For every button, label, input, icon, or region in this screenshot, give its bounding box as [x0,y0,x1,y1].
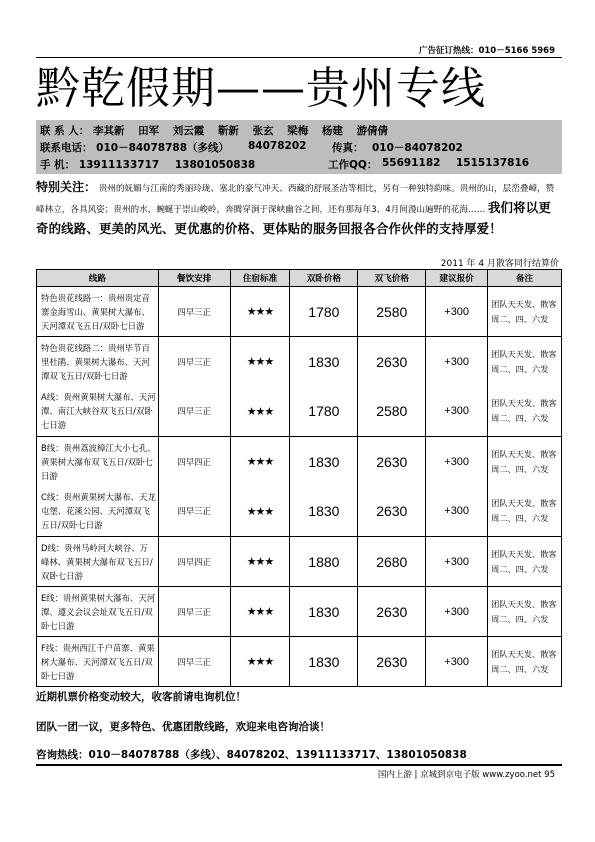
flight-price: 2630 [358,587,426,637]
person-6: 梁梅 [287,125,309,137]
person-4: 靳新 [217,125,239,137]
person-1: 李其新 [92,125,125,137]
suggested-price: +300 [426,587,488,637]
fax-number: 010－84078202 [372,142,463,154]
sleeper-price: 1780 [290,287,358,337]
person-7: 杨建 [321,125,343,137]
contact-box [36,120,562,174]
meals-cell: 四早四正 [158,437,230,487]
col-route: 线路 [37,270,159,287]
top-divider [36,57,562,58]
mobile-2: 13801050838 [174,159,256,171]
hotel-stars: ★★★ [230,337,290,387]
route-cell: E线：贵州黄果树大瀑布、天河潭、遵义会议会址双飞五日/双卧七日游 [37,587,159,637]
price-date-caption: 2011 年 4 月散客同行结算价 [440,259,559,269]
hotel-stars: ★★★ [230,537,290,587]
person-8: 游倩倩 [356,125,389,137]
person-5: 张玄 [252,125,274,137]
sleeper-price: 1830 [290,437,358,487]
footer-note-airfare: 近期机票价格变动较大，收客前请电询机位！ [36,691,246,703]
page-footer: 国内上游 | 京城到京电子版 www.zyoo.net 95 [377,770,555,780]
qq-1: 55691182 [382,157,441,169]
phone-secondary: 84078202 [248,140,307,152]
route-cell: B线：贵州荔波樟江大小七孔、黄果树大瀑布双飞五日/双卧七日游 [37,437,159,487]
table-row [37,337,562,387]
route-cell: C线：贵州黄果树大瀑布、天龙屯堡、花溪公园、天河潭双飞五日/双卧七日游 [37,487,159,537]
notice-tail: 我们将以更奇的线路、更美的风光、更优惠的价格、更体贴的服务回报各合作伙伴的支持厚爱！ [36,200,551,236]
meals-cell: 四早三正 [158,287,230,337]
notice-body: 贵州的妩媚与江南的秀丽玲珑、塞北的豪气冲天、西藏的舒展圣洁等相比，另有一种独特韵味。贵州的山，层峦叠嶂，赞峰林立，各具风姿；贵州的水，蜿蜒于崇山峻岭，奔腾穿涧于深峡幽谷之间，还有那每年3、4月间漫山遍野的花海…… [36,184,555,215]
col-flight-price: 双飞价格 [358,270,426,287]
hotel-stars: ★★★ [230,487,290,537]
qq-label: 工作QQ： [328,159,378,171]
suggested-price: +300 [426,537,488,587]
route-cell: A线：贵州黄果树大瀑布、天河潭、南江大峡谷双飞五日/双卧七日游 [37,387,159,437]
suggested-price: +300 [426,387,488,437]
route-cell: F线：贵州西江千户苗寨、黄果树大瀑布、天河潭双飞五日/双卧七日游 [37,637,159,687]
table-row [37,537,562,587]
route-cell: 特色贵花线路二：贵州毕节百里杜鹃、黄果树大瀑布、天河潭双飞五日/双卧七日游 [37,337,159,387]
col-notes: 备注 [488,270,562,287]
meals-cell: 四早三正 [158,637,230,687]
sleeper-price: 1880 [290,537,358,587]
hotel-stars: ★★★ [230,387,290,437]
meals-cell: 四早三正 [158,387,230,437]
mobile-1: 13911133717 [78,159,160,171]
notes-cell: 团队天天发、散客周二、四、六发 [488,437,562,487]
notes-cell: 团队天天发、散客周二、四、六发 [488,637,562,687]
sleeper-price: 1830 [290,487,358,537]
footer-hotline: 咨询热线：010－84078788（多线）、84078202、13911133717、13801050838 [36,749,467,761]
notes-cell: 团队天天发、散客周二、四、六发 [488,287,562,337]
flight-price: 2580 [358,387,426,437]
notes-cell: 团队天天发、散客周二、四、六发 [488,387,562,437]
col-suggested-price: 建议报价 [426,270,488,287]
notice-section [36,178,562,240]
notes-cell: 团队天天发、散客周二、四、六发 [488,337,562,387]
col-meals: 餐饮安排 [158,270,230,287]
bottom-divider [36,764,562,766]
suggested-price: +300 [426,637,488,687]
brand-title: 黔乾假期——贵州专线 [36,63,486,114]
route-cell: 特色贵花线路一：贵州贵定音寨金海雪山、黄果树大瀑布、天河潭双飞五日/双卧七日游 [37,287,159,337]
hotel-stars: ★★★ [230,637,290,687]
people-label: 联 系 人： [40,125,90,137]
fax-label: 传真： [332,142,364,154]
phone-main: 010－84078788（多线） [96,142,230,154]
col-sleeper-price: 双卧价格 [290,270,358,287]
ad-hotline: 广告征订热线：010－5166 5969 [418,46,555,56]
suggested-price: +300 [426,437,488,487]
flight-price: 2680 [358,537,426,587]
tour-price-table [36,269,562,687]
contact-phone-line [40,140,229,155]
notes-cell: 团队天天发、散客周二、四、六发 [488,487,562,537]
sleeper-price: 1830 [290,337,358,387]
qq-2: 1515137816 [456,157,530,169]
table-row [37,387,562,437]
sleeper-price: 1780 [290,387,358,437]
table-row [37,487,562,537]
hotel-stars: ★★★ [230,287,290,337]
footer-note-groups: 团队一团一议，更多特色、优惠团散线路，欢迎来电咨询洽谈！ [36,721,330,733]
brand-header [36,60,562,118]
notes-cell: 团队天天发、散客周二、四、六发 [488,587,562,637]
flight-price: 2630 [358,437,426,487]
table-row [37,637,562,687]
flight-price: 2630 [358,637,426,687]
flight-price: 2580 [358,287,426,337]
table-row [37,587,562,637]
meals-cell: 四早四正 [158,537,230,587]
table-header-row [37,270,562,287]
contact-mobile-line [40,157,255,172]
notes-cell: 团队天天发、散客周二、四、六发 [488,537,562,587]
phone-label: 联系电话： [40,142,93,154]
flight-price: 2630 [358,337,426,387]
person-3: 刘云霞 [172,125,205,137]
notice-heading: 特别关注： [36,180,97,194]
suggested-price: +300 [426,287,488,337]
hotel-stars: ★★★ [230,437,290,487]
suggested-price: +300 [426,337,488,387]
hotel-stars: ★★★ [230,587,290,637]
notice-body-wrap [36,178,562,240]
person-2: 田军 [138,125,160,137]
sleeper-price: 1830 [290,637,358,687]
route-cell: D线：贵州马岭河大峡谷、万峰林、黄果树大瀑布双飞五日/双卧七日游 [37,537,159,587]
sleeper-price: 1830 [290,587,358,637]
col-hotel: 住宿标准 [230,270,290,287]
flight-price: 2630 [358,487,426,537]
mobile-label: 手 机： [40,159,76,171]
table-row [37,287,562,337]
suggested-price: +300 [426,487,488,537]
meals-cell: 四早三正 [158,487,230,537]
contact-people-line [40,123,388,138]
table-row [37,437,562,487]
meals-cell: 四早三正 [158,587,230,637]
meals-cell: 四早三正 [158,337,230,387]
